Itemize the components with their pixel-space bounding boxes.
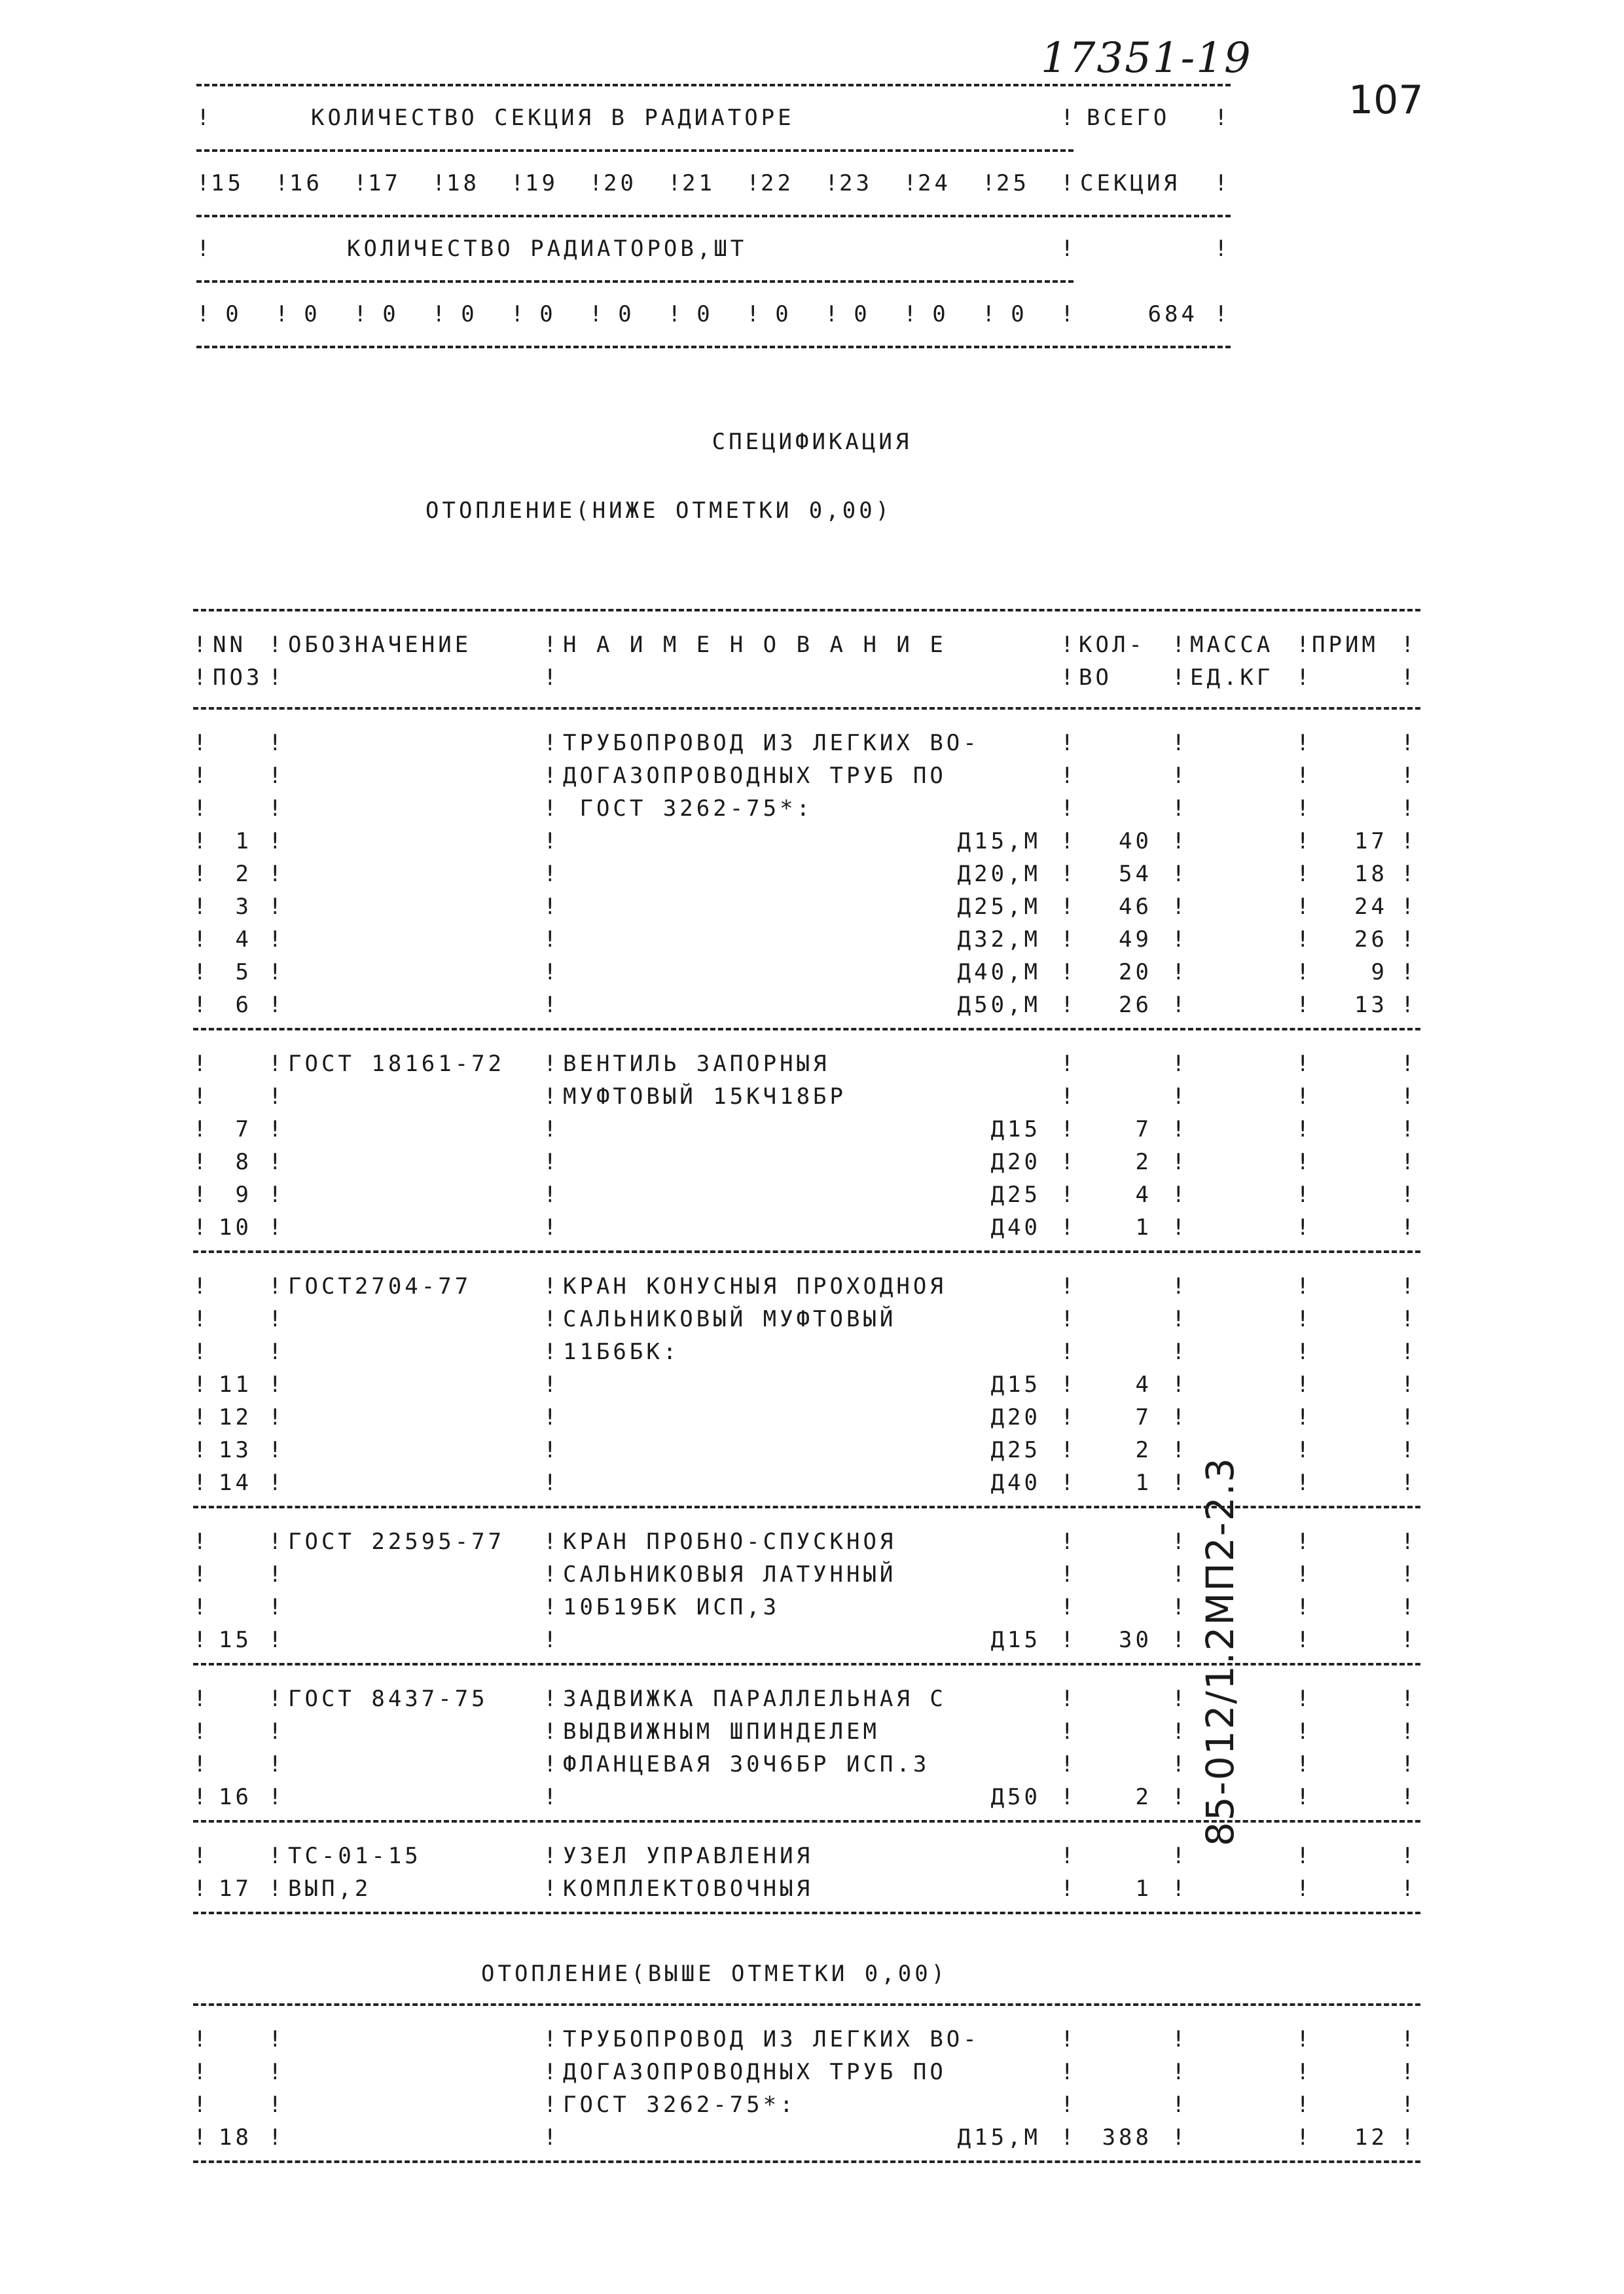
- item-size: Д25: [990, 1182, 1041, 1208]
- item-name: ГОСТ 3262-75*:: [563, 795, 814, 822]
- page-number: 107: [1348, 77, 1424, 123]
- position-number: 5: [235, 959, 252, 985]
- item-quantity: 2: [1135, 1149, 1152, 1175]
- section-count: 16: [289, 170, 323, 196]
- item-note: 18: [1354, 861, 1388, 887]
- dashed-rule: [193, 2003, 1420, 2006]
- designation: ГОСТ 22595-77: [288, 1529, 505, 1555]
- radiator-total: 684: [1147, 301, 1198, 327]
- item-size: Д15,М: [957, 828, 1041, 854]
- item-size: Д15: [990, 1372, 1041, 1398]
- item-name: КРАН КОНУСНЫЯ ПРОХОДНОЯ: [563, 1273, 947, 1300]
- radiator-count: 0: [618, 301, 635, 327]
- item-quantity: 1: [1135, 1470, 1152, 1496]
- position-number: 3: [235, 894, 252, 920]
- section-count: 15: [211, 170, 244, 196]
- section-count: 19: [525, 170, 558, 196]
- item-name: 10Б19БК ИСП,3: [563, 1594, 780, 1620]
- designation: ТС-01-15: [288, 1843, 422, 1869]
- total-header-2: СЕКЦИЯ: [1080, 170, 1180, 196]
- section-count: 24: [918, 170, 951, 196]
- item-size: Д20: [990, 1404, 1041, 1430]
- item-name: ТРУБОПРОВОД ИЗ ЛЕГКИХ ВО-: [563, 730, 980, 756]
- section-count: 20: [604, 170, 637, 196]
- position-number: 11: [219, 1372, 252, 1398]
- item-size: Д20,М: [957, 861, 1041, 887]
- item-name: КОМПЛЕКТОВОЧНЫЯ: [563, 1876, 814, 1902]
- item-size: Д32,М: [957, 926, 1041, 953]
- total-header-1: ВСЕГО: [1087, 105, 1170, 131]
- section-count: 21: [682, 170, 715, 196]
- item-quantity: 40: [1119, 828, 1152, 854]
- item-size: Д40: [990, 1470, 1041, 1496]
- section-count: 17: [368, 170, 401, 196]
- item-quantity: 49: [1119, 926, 1152, 953]
- item-size: Д20: [990, 1149, 1041, 1175]
- position-number: 18: [219, 2124, 252, 2151]
- dashed-rule: [193, 609, 1420, 611]
- section-count: 23: [839, 170, 873, 196]
- section1-title: ОТОПЛЕНИЕ(НИЖЕ ОТМЕТКИ 0,00): [425, 498, 893, 524]
- dashed-rule: [193, 1506, 1420, 1508]
- item-quantity: 1: [1135, 1214, 1152, 1241]
- item-size: Д40: [990, 1214, 1041, 1241]
- designation: ВЫП,2: [288, 1876, 372, 1902]
- item-quantity: 30: [1119, 1627, 1152, 1653]
- designation: ГОСТ 8437-75: [288, 1686, 488, 1712]
- radiator-count: 0: [932, 301, 949, 327]
- position-number: 16: [219, 1784, 252, 1810]
- item-quantity: 2: [1135, 1784, 1152, 1810]
- item-name: ВЕНТИЛЬ ЗАПОРНЫЯ: [563, 1051, 830, 1077]
- radiator-count-label: КОЛИЧЕСТВО РАДИАТОРОВ,ШТ: [347, 236, 748, 262]
- position-number: 17: [219, 1876, 252, 1902]
- header-qty-2: ВО: [1079, 665, 1112, 691]
- section-count: 22: [761, 170, 794, 196]
- header-mass: МАССА: [1190, 632, 1274, 658]
- position-number: 12: [219, 1404, 252, 1430]
- item-name: ДОГАЗОПРОВОДНЫХ ТРУБ ПО: [563, 2059, 947, 2085]
- header-mass-2: ЕД.КГ: [1190, 665, 1274, 691]
- header-name: Н А И М Е Н О В А Н И Е: [563, 632, 947, 658]
- position-number: 4: [235, 926, 252, 953]
- dashed-rule: [193, 1028, 1420, 1030]
- item-size: Д25: [990, 1437, 1041, 1463]
- item-name: САЛЬНИКОВЫЯ ЛАТУННЫЙ: [563, 1561, 897, 1588]
- item-note: 12: [1354, 2124, 1388, 2151]
- dashed-rule: [193, 1663, 1420, 1666]
- item-size: Д50: [990, 1784, 1041, 1810]
- radiator-count: 0: [696, 301, 713, 327]
- item-name: ТРУБОПРОВОД ИЗ ЛЕГКИХ ВО-: [563, 2026, 980, 2052]
- position-number: 13: [219, 1437, 252, 1463]
- radiator-count: 0: [304, 301, 321, 327]
- item-size: Д15: [990, 1627, 1041, 1653]
- item-size: Д15: [990, 1116, 1041, 1142]
- item-quantity: 20: [1119, 959, 1152, 985]
- item-size: Д25,М: [957, 894, 1041, 920]
- item-note: 17: [1354, 828, 1388, 854]
- radiator-count: 0: [854, 301, 871, 327]
- item-size: Д15,М: [957, 2124, 1041, 2151]
- item-name: ЗАДВИЖКА ПАРАЛЛЕЛЬНАЯ С: [563, 1686, 947, 1712]
- designation: ГОСТ 18161-72: [288, 1051, 505, 1077]
- dashed-rule: [193, 2160, 1420, 2163]
- position-number: 7: [235, 1116, 252, 1142]
- header-note: ПРИМ: [1312, 632, 1379, 658]
- radiator-count: 0: [461, 301, 478, 327]
- item-note: 26: [1354, 926, 1388, 953]
- position-number: 14: [219, 1470, 252, 1496]
- dashed-rule: [193, 1250, 1420, 1253]
- item-name: ВЫДВИЖНЫМ ШПИНДЕЛЕМ: [563, 1719, 880, 1745]
- item-quantity: 4: [1135, 1182, 1152, 1208]
- position-number: 15: [219, 1627, 252, 1653]
- item-name: УЗЕЛ УПРАВЛЕНИЯ: [563, 1843, 814, 1869]
- item-quantity: 54: [1119, 861, 1152, 887]
- position-number: 8: [235, 1149, 252, 1175]
- radiator-header: КОЛИЧЕСТВО СЕКЦИЯ В РАДИАТОРЕ: [311, 105, 795, 131]
- dashed-rule: [193, 1820, 1420, 1823]
- item-name: ДОГАЗОПРОВОДНЫХ ТРУБ ПО: [563, 763, 947, 789]
- designation: ГОСТ2704-77: [288, 1273, 472, 1300]
- header-pos-2: ПОЗ: [213, 665, 263, 691]
- item-note: 13: [1354, 992, 1388, 1018]
- section-count: 18: [446, 170, 480, 196]
- section2-title: ОТОПЛЕНИЕ(ВЫШЕ ОТМЕТКИ 0,00): [481, 1961, 948, 1987]
- item-quantity: 2: [1135, 1437, 1152, 1463]
- radiator-count: 0: [382, 301, 399, 327]
- header-designation: ОБОЗНАЧЕНИЕ: [288, 632, 472, 658]
- section-count: 25: [996, 170, 1030, 196]
- item-name: САЛЬНИКОВЫЙ МУФТОВЫЙ: [563, 1306, 897, 1332]
- item-name: ФЛАНЦЕВАЯ 30Ч6БР ИСП.3: [563, 1751, 930, 1777]
- radiator-count: 0: [539, 301, 556, 327]
- spec-title: СПЕЦИФИКАЦИЯ: [712, 429, 912, 455]
- item-name: ГОСТ 3262-75*:: [563, 2092, 797, 2118]
- radiator-count: 0: [1011, 301, 1028, 327]
- dashed-rule: [193, 707, 1420, 710]
- position-number: 1: [235, 828, 252, 854]
- item-quantity: 26: [1119, 992, 1152, 1018]
- position-number: 10: [219, 1214, 252, 1241]
- radiator-count: 0: [225, 301, 242, 327]
- item-quantity: 1: [1135, 1876, 1152, 1902]
- header-pos: NN: [213, 632, 246, 658]
- item-quantity: 7: [1135, 1404, 1152, 1430]
- item-name: КРАН ПРОБНО-СПУСКНОЯ: [563, 1529, 897, 1555]
- position-number: 6: [235, 992, 252, 1018]
- item-quantity: 4: [1135, 1372, 1152, 1398]
- item-quantity: 388: [1102, 2124, 1152, 2151]
- position-number: 2: [235, 861, 252, 887]
- item-name: 11Б6БК:: [563, 1339, 680, 1365]
- item-quantity: 7: [1135, 1116, 1152, 1142]
- dashed-rule: [193, 1912, 1420, 1914]
- item-note: 24: [1354, 894, 1388, 920]
- radiator-count: 0: [775, 301, 792, 327]
- item-note: 9: [1371, 959, 1388, 985]
- header-qty: КОЛ-: [1079, 632, 1146, 658]
- handwritten-document-number: 17351-19: [1041, 34, 1252, 82]
- item-quantity: 46: [1119, 894, 1152, 920]
- item-size: Д50,М: [957, 992, 1041, 1018]
- item-name: МУФТОВЫЙ 15КЧ18БР: [563, 1083, 846, 1110]
- item-size: Д40,М: [957, 959, 1041, 985]
- side-stamp: 85-012/1.2МП2-2.3: [1198, 1457, 1242, 1846]
- position-number: 9: [235, 1182, 252, 1208]
